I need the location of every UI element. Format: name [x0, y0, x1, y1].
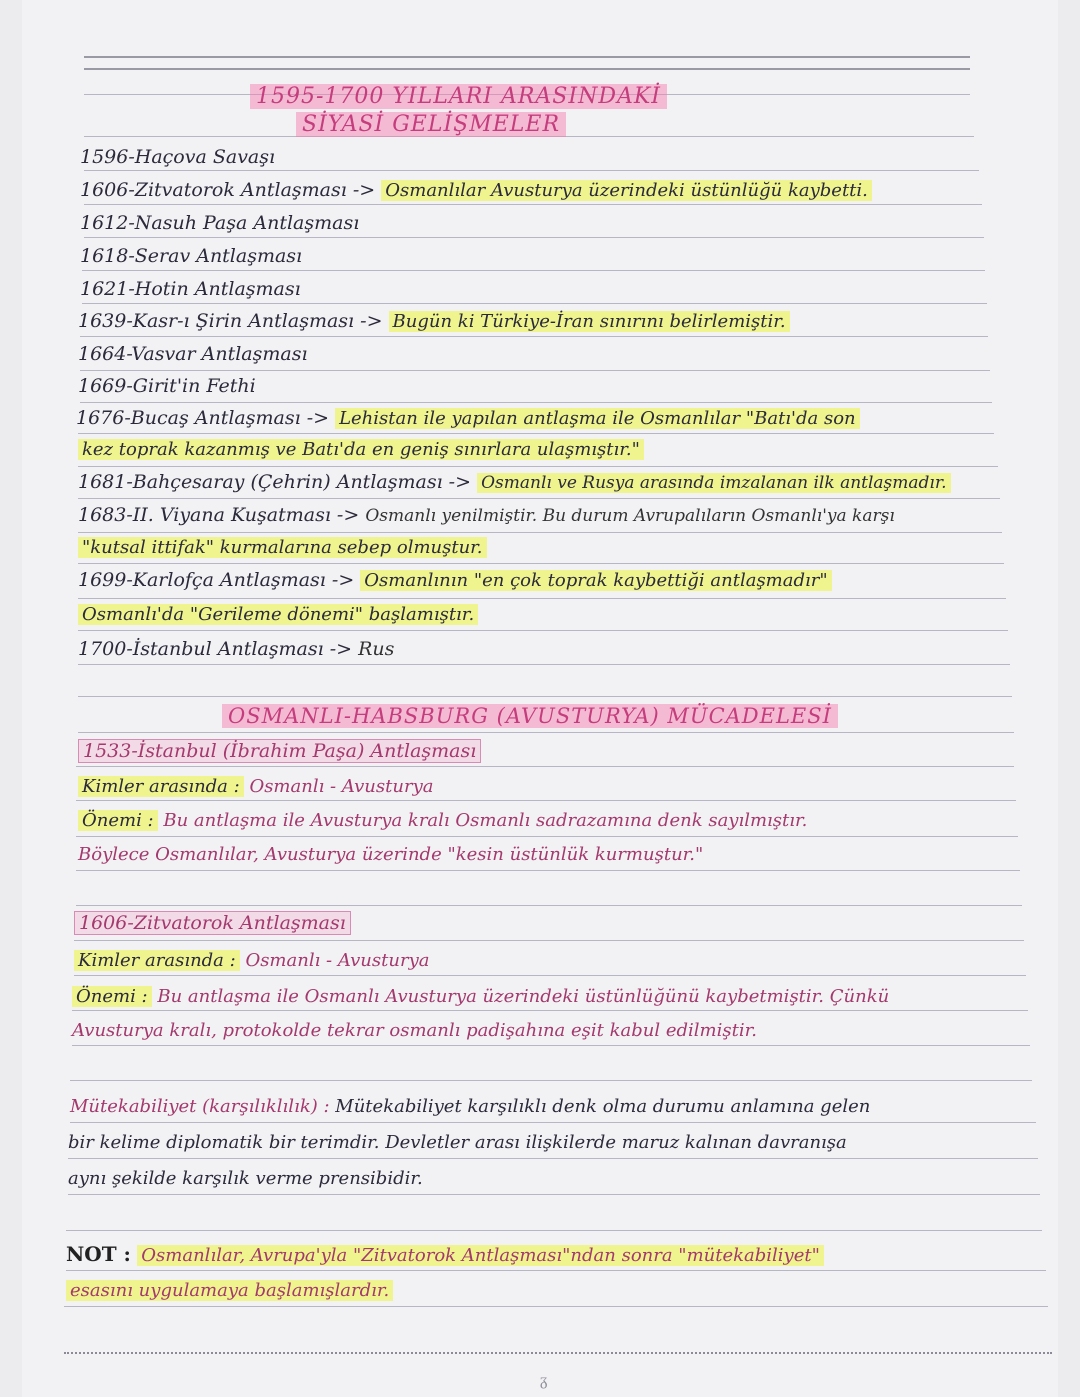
page-title-line1: 1595-1700 YILLARI ARASINDAKİ	[250, 86, 667, 108]
timeline-entry: 1664-Vasvar Antlaşması	[78, 343, 308, 365]
timeline-entry-continuation: kez toprak kazanmış ve Batı'da en geniş sınırlara ulaşmıştır."	[78, 441, 644, 459]
timeline-entry: 1699-Karlofça Antlaşması -> Osmanlının "en çok toprak kaybettiği antlaşmadır"	[78, 571, 832, 590]
definition-line: bir kelime diplomatik bir terimdir. Devletler arası ilişkilerde maruz kalınan davranışa	[68, 1132, 847, 1153]
timeline-entry: 1618-Serav Antlaşması	[80, 245, 303, 267]
top-margin-bar	[84, 56, 970, 70]
footer-mark: ᵹ	[540, 1370, 548, 1389]
treaty-parties: Kimler arasında : Osmanlı - Avusturya	[78, 778, 433, 796]
section-title: OSMANLI-HABSBURG (AVUSTURYA) MÜCADELESİ	[222, 706, 838, 727]
timeline-entry: 1612-Nasuh Paşa Antlaşması	[80, 212, 360, 234]
timeline-entry: 1681-Bahçesaray (Çehrin) Antlaşması -> Osmanlı ve Rusya arasında imzalanan ilk antlaşmadır.	[78, 473, 951, 492]
note-line: NOT : Osmanlılar, Avrupa'yla "Zitvatorok Antlaşması"ndan sonra "mütekabiliyet"	[66, 1244, 824, 1265]
definition-line: Mütekabiliyet (karşılıklılık) : Mütekabiliyet karşılıklı denk olma durumu anlamına gelen	[70, 1096, 871, 1117]
timeline-entry-continuation: Osmanlı'da "Gerileme dönemi" başlamıştır.	[78, 606, 478, 624]
treaty-importance: Önemi : Bu antlaşma ile Osmanlı Avusturya üzerindeki üstünlüğünü kaybetmiştir. Çünkü	[72, 988, 889, 1006]
treaty-importance-continuation: Avusturya kralı, protokolde tekrar osmanlı padişahına eşit kabul edilmiştir.	[72, 1020, 757, 1041]
timeline-entry-continuation: "kutsal ittifak" kurmalarına sebep olmuştur.	[78, 539, 487, 557]
timeline-entry: 1676-Bucaş Antlaşması -> Lehistan ile yapılan antlaşma ile Osmanlılar "Batı'da son	[76, 409, 860, 428]
treaty-importance-continuation: Böylece Osmanlılar, Avusturya üzerinde "kesin üstünlük kurmuştur."	[78, 844, 704, 865]
timeline-entry: 1700-İstanbul Antlaşması -> Rus	[78, 638, 395, 660]
page-title-line2: SİYASİ GELİŞMELER	[296, 114, 566, 136]
note-line-continuation: esasını uygulamaya başlamışlardır.	[66, 1282, 393, 1300]
timeline-entry: 1669-Girit'in Fethi	[78, 375, 256, 397]
treaty-parties: Kimler arasında : Osmanlı - Avusturya	[74, 952, 429, 970]
timeline-entry: 1683-II. Viyana Kuşatması -> Osmanlı yenilmiştir. Bu durum Avrupalıların Osmanlı'ya karşı	[78, 504, 895, 526]
timeline-entry: 1596-Haçova Savaşı	[80, 146, 276, 168]
timeline-entry: 1606-Zitvatorok Antlaşması -> Osmanlılar Avusturya üzerindeki üstünlüğü kaybetti.	[80, 181, 872, 200]
definition-line: aynı şekilde karşılık verme prensibidir.	[68, 1168, 423, 1189]
treaty-importance: Önemi : Bu antlaşma ile Avusturya kralı Osmanlı sadrazamına denk sayılmıştır.	[78, 812, 807, 830]
treaty-name: 1533-İstanbul (İbrahim Paşa) Antlaşması	[78, 742, 481, 761]
timeline-entry: 1621-Hotin Antlaşması	[80, 278, 301, 300]
treaty-name: 1606-Zitvatorok Antlaşması	[74, 914, 351, 933]
timeline-entry: 1639-Kasr-ı Şirin Antlaşması -> Bugün ki Türkiye-İran sınırını belirlemiştir.	[78, 312, 790, 331]
